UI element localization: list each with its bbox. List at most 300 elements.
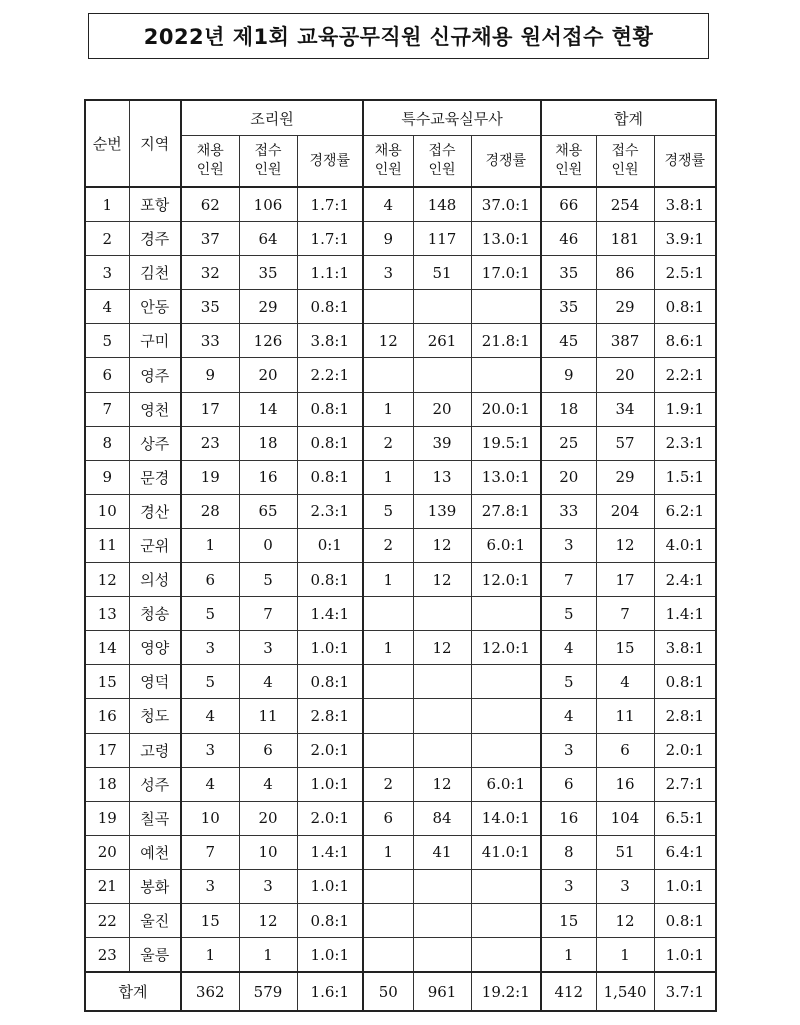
table-cell: 6.0:1 <box>471 528 541 562</box>
table-cell: 7 <box>596 597 654 631</box>
table-cell: 9 <box>181 358 239 392</box>
row-number: 23 <box>85 938 129 973</box>
table-cell: 17 <box>181 392 239 426</box>
table-cell: 19 <box>181 460 239 494</box>
table-cell: 13.0:1 <box>471 460 541 494</box>
row-number: 9 <box>85 460 129 494</box>
table-cell: 2.0:1 <box>654 733 716 767</box>
table-cell: 5 <box>363 494 413 528</box>
subheader-cell: 접수 인원 <box>596 136 654 188</box>
table-cell: 10 <box>181 801 239 835</box>
table-row <box>85 835 716 869</box>
subheader-cell: 채용 인원 <box>181 136 239 188</box>
table-cell <box>413 869 471 903</box>
table-cell: 4 <box>181 699 239 733</box>
table-row <box>85 903 716 937</box>
total-label: 합계 <box>85 972 181 1011</box>
table-cell <box>413 699 471 733</box>
table-cell: 3 <box>541 869 596 903</box>
table-cell: 17 <box>596 563 654 597</box>
region-name: 영주 <box>129 358 181 392</box>
table-cell: 20.0:1 <box>471 392 541 426</box>
region-name: 고령 <box>129 733 181 767</box>
table-cell: 57 <box>596 426 654 460</box>
table-cell: 66 <box>541 187 596 222</box>
table-cell: 1.5:1 <box>654 460 716 494</box>
region-name: 칠곡 <box>129 801 181 835</box>
table-cell: 6 <box>239 733 297 767</box>
table-row <box>85 665 716 699</box>
table-cell: 2.0:1 <box>297 801 363 835</box>
region-name: 경주 <box>129 222 181 256</box>
table-row <box>85 528 716 562</box>
table-cell: 2.5:1 <box>654 256 716 290</box>
table-cell: 1.4:1 <box>297 597 363 631</box>
table-cell: 0.8:1 <box>297 426 363 460</box>
table-cell: 34 <box>596 392 654 426</box>
table-cell: 3.8:1 <box>654 187 716 222</box>
table-cell: 254 <box>596 187 654 222</box>
table-cell: 14 <box>239 392 297 426</box>
table-cell: 1.4:1 <box>297 835 363 869</box>
total-row <box>85 972 716 1011</box>
table-cell: 16 <box>596 767 654 801</box>
total-cell: 412 <box>541 972 596 1011</box>
table-row <box>85 699 716 733</box>
title-box <box>88 13 709 59</box>
table-cell: 2 <box>363 767 413 801</box>
table-cell: 261 <box>413 324 471 358</box>
table-cell: 2 <box>363 528 413 562</box>
table-cell: 104 <box>596 801 654 835</box>
table-cell: 387 <box>596 324 654 358</box>
table-cell: 4 <box>363 187 413 222</box>
page-title: 2022년 제1회 교육공무직원 신규채용 원서접수 현황 <box>143 25 654 49</box>
table-cell: 3 <box>239 869 297 903</box>
table-cell: 2.4:1 <box>654 563 716 597</box>
subheader-cell: 채용 인원 <box>541 136 596 188</box>
region-name: 예천 <box>129 835 181 869</box>
table-cell: 4 <box>541 631 596 665</box>
table-cell: 0.8:1 <box>654 290 716 324</box>
region-name: 안동 <box>129 290 181 324</box>
table-cell: 126 <box>239 324 297 358</box>
region-name: 문경 <box>129 460 181 494</box>
region-name: 울릉 <box>129 938 181 973</box>
table-row <box>85 290 716 324</box>
table-cell: 2.0:1 <box>297 733 363 767</box>
table-cell: 1.0:1 <box>297 767 363 801</box>
table-cell: 16 <box>239 460 297 494</box>
table-cell: 6 <box>541 767 596 801</box>
row-number: 10 <box>85 494 129 528</box>
table-cell: 18 <box>541 392 596 426</box>
total-cell: 1.6:1 <box>297 972 363 1011</box>
row-number: 14 <box>85 631 129 665</box>
table-row <box>85 563 716 597</box>
table-cell: 0.8:1 <box>654 665 716 699</box>
region-name: 구미 <box>129 324 181 358</box>
table-cell: 17.0:1 <box>471 256 541 290</box>
table-cell: 1 <box>239 938 297 973</box>
table-cell: 4 <box>239 767 297 801</box>
table-cell: 25 <box>541 426 596 460</box>
table-cell: 2.8:1 <box>297 699 363 733</box>
table-cell: 37 <box>181 222 239 256</box>
table-cell: 1.0:1 <box>297 869 363 903</box>
table-cell <box>413 938 471 973</box>
table-cell: 3.9:1 <box>654 222 716 256</box>
row-number: 19 <box>85 801 129 835</box>
table-cell: 7 <box>181 835 239 869</box>
table-cell <box>471 733 541 767</box>
table-cell: 6 <box>363 801 413 835</box>
table-cell: 1.0:1 <box>297 938 363 973</box>
table-cell: 12.0:1 <box>471 631 541 665</box>
table-row <box>85 187 716 222</box>
header-group-cook: 조리원 <box>181 100 363 136</box>
table-row <box>85 460 716 494</box>
region-name: 포항 <box>129 187 181 222</box>
table-cell <box>363 699 413 733</box>
table-cell: 1.0:1 <box>654 938 716 973</box>
table-cell <box>413 733 471 767</box>
total-cell: 1,540 <box>596 972 654 1011</box>
table-cell: 86 <box>596 256 654 290</box>
table-cell: 51 <box>596 835 654 869</box>
table-cell: 12 <box>413 563 471 597</box>
table-cell: 11 <box>596 699 654 733</box>
table-cell <box>471 938 541 973</box>
header-region: 지역 <box>129 100 181 187</box>
table-cell: 7 <box>239 597 297 631</box>
table-cell: 20 <box>541 460 596 494</box>
table-cell: 15 <box>181 903 239 937</box>
table-cell: 6.2:1 <box>654 494 716 528</box>
table-cell <box>471 665 541 699</box>
table-cell: 106 <box>239 187 297 222</box>
subheader-cell: 경쟁률 <box>654 136 716 188</box>
row-number: 16 <box>85 699 129 733</box>
table-cell <box>363 290 413 324</box>
table-cell: 4 <box>181 767 239 801</box>
row-number: 18 <box>85 767 129 801</box>
table-row <box>85 938 716 973</box>
subheader-cell: 접수 인원 <box>413 136 471 188</box>
table-cell: 10 <box>239 835 297 869</box>
table-row <box>85 426 716 460</box>
table-cell: 64 <box>239 222 297 256</box>
table-cell: 3.8:1 <box>654 631 716 665</box>
table-cell: 20 <box>239 358 297 392</box>
table-row <box>85 767 716 801</box>
row-number: 3 <box>85 256 129 290</box>
table-cell: 0.8:1 <box>297 392 363 426</box>
table-cell <box>471 358 541 392</box>
region-name: 청송 <box>129 597 181 631</box>
table-cell: 2.7:1 <box>654 767 716 801</box>
row-number: 20 <box>85 835 129 869</box>
table-cell: 46 <box>541 222 596 256</box>
table-cell: 2.2:1 <box>297 358 363 392</box>
table-cell: 15 <box>541 903 596 937</box>
table-cell: 1 <box>363 392 413 426</box>
table-cell: 20 <box>239 801 297 835</box>
row-number: 5 <box>85 324 129 358</box>
table-cell: 5 <box>181 665 239 699</box>
table-cell: 16 <box>541 801 596 835</box>
table-cell: 41 <box>413 835 471 869</box>
table-cell <box>413 665 471 699</box>
table-cell: 35 <box>541 290 596 324</box>
table-cell: 1.0:1 <box>654 869 716 903</box>
table-cell: 11 <box>239 699 297 733</box>
table-cell: 13.0:1 <box>471 222 541 256</box>
table-cell <box>363 665 413 699</box>
total-cell: 579 <box>239 972 297 1011</box>
table-cell: 33 <box>541 494 596 528</box>
table-cell <box>471 597 541 631</box>
table-row <box>85 801 716 835</box>
table-cell: 14.0:1 <box>471 801 541 835</box>
region-name: 영덕 <box>129 665 181 699</box>
table-row <box>85 358 716 392</box>
table-cell: 1 <box>363 835 413 869</box>
table-cell: 1 <box>363 563 413 597</box>
table-cell: 21.8:1 <box>471 324 541 358</box>
table-cell: 3 <box>541 528 596 562</box>
region-name: 의성 <box>129 563 181 597</box>
row-number: 22 <box>85 903 129 937</box>
table-cell: 4 <box>596 665 654 699</box>
table-cell: 3.8:1 <box>297 324 363 358</box>
table-cell: 6.4:1 <box>654 835 716 869</box>
table-cell: 20 <box>596 358 654 392</box>
total-cell: 3.7:1 <box>654 972 716 1011</box>
table-cell: 0.8:1 <box>297 563 363 597</box>
table-cell: 1.4:1 <box>654 597 716 631</box>
table-cell: 12.0:1 <box>471 563 541 597</box>
subheader-cell: 경쟁률 <box>297 136 363 188</box>
table-cell <box>363 358 413 392</box>
table-cell: 4 <box>541 699 596 733</box>
table-cell: 0:1 <box>297 528 363 562</box>
table-cell <box>471 290 541 324</box>
table-cell <box>363 903 413 937</box>
row-number: 8 <box>85 426 129 460</box>
region-name: 경산 <box>129 494 181 528</box>
table-cell: 18 <box>239 426 297 460</box>
table-cell: 9 <box>363 222 413 256</box>
table-cell: 204 <box>596 494 654 528</box>
table-cell: 41.0:1 <box>471 835 541 869</box>
table-cell: 1.9:1 <box>654 392 716 426</box>
table-cell <box>363 597 413 631</box>
table-cell: 5 <box>239 563 297 597</box>
subheader-cell: 채용 인원 <box>363 136 413 188</box>
subheader-cell: 경쟁률 <box>471 136 541 188</box>
table-cell: 1 <box>181 938 239 973</box>
table-row <box>85 631 716 665</box>
table-cell: 5 <box>181 597 239 631</box>
table-cell: 1.7:1 <box>297 187 363 222</box>
recruitment-table <box>84 99 717 1012</box>
table-cell: 33 <box>181 324 239 358</box>
table-cell: 12 <box>596 528 654 562</box>
table-cell: 148 <box>413 187 471 222</box>
table-cell: 5 <box>541 665 596 699</box>
table-cell: 37.0:1 <box>471 187 541 222</box>
row-number: 6 <box>85 358 129 392</box>
table-cell: 12 <box>239 903 297 937</box>
table-cell: 5 <box>541 597 596 631</box>
table-cell: 2.2:1 <box>654 358 716 392</box>
table-cell: 65 <box>239 494 297 528</box>
row-number: 2 <box>85 222 129 256</box>
table-cell: 6 <box>181 563 239 597</box>
region-name: 청도 <box>129 699 181 733</box>
table-cell: 2.3:1 <box>297 494 363 528</box>
table-cell: 6.5:1 <box>654 801 716 835</box>
table-cell: 1.1:1 <box>297 256 363 290</box>
table-row <box>85 597 716 631</box>
table-cell: 8 <box>541 835 596 869</box>
table-row <box>85 256 716 290</box>
table-cell: 0.8:1 <box>297 903 363 937</box>
table-cell <box>471 869 541 903</box>
table-cell: 1.7:1 <box>297 222 363 256</box>
table-cell: 117 <box>413 222 471 256</box>
table-cell: 1 <box>596 938 654 973</box>
table-cell: 51 <box>413 256 471 290</box>
table-cell: 9 <box>541 358 596 392</box>
table-cell: 84 <box>413 801 471 835</box>
table-cell: 7 <box>541 563 596 597</box>
table-cell: 4.0:1 <box>654 528 716 562</box>
table-cell: 12 <box>413 631 471 665</box>
table-cell: 45 <box>541 324 596 358</box>
table-cell <box>413 597 471 631</box>
total-cell: 19.2:1 <box>471 972 541 1011</box>
table-cell: 2.8:1 <box>654 699 716 733</box>
table-cell: 29 <box>596 290 654 324</box>
region-name: 영천 <box>129 392 181 426</box>
table-cell: 1 <box>541 938 596 973</box>
table-cell: 3 <box>363 256 413 290</box>
row-number: 1 <box>85 187 129 222</box>
row-number: 15 <box>85 665 129 699</box>
region-name: 울진 <box>129 903 181 937</box>
header-group-special-ed: 특수교육실무사 <box>363 100 541 136</box>
table-cell: 4 <box>239 665 297 699</box>
table-cell: 29 <box>239 290 297 324</box>
table-cell: 13 <box>413 460 471 494</box>
table-cell: 19.5:1 <box>471 426 541 460</box>
subheader-cell: 접수 인원 <box>239 136 297 188</box>
region-name: 성주 <box>129 767 181 801</box>
table-cell: 1.0:1 <box>297 631 363 665</box>
table-cell: 35 <box>541 256 596 290</box>
table-cell <box>413 290 471 324</box>
table-cell: 3 <box>239 631 297 665</box>
table-cell: 3 <box>541 733 596 767</box>
table-row <box>85 869 716 903</box>
table-cell: 28 <box>181 494 239 528</box>
table-cell: 1 <box>363 460 413 494</box>
table-cell: 0 <box>239 528 297 562</box>
table-cell: 12 <box>596 903 654 937</box>
table-cell: 8.6:1 <box>654 324 716 358</box>
row-number: 21 <box>85 869 129 903</box>
table-cell <box>413 358 471 392</box>
table-cell: 35 <box>239 256 297 290</box>
region-name: 봉화 <box>129 869 181 903</box>
table-cell: 0.8:1 <box>297 665 363 699</box>
table-cell: 12 <box>413 528 471 562</box>
table-cell: 3 <box>181 869 239 903</box>
table-cell: 39 <box>413 426 471 460</box>
table-cell: 1 <box>181 528 239 562</box>
row-number: 11 <box>85 528 129 562</box>
table-cell: 3 <box>181 733 239 767</box>
table-cell <box>363 733 413 767</box>
table-cell: 6.0:1 <box>471 767 541 801</box>
table-cell <box>471 699 541 733</box>
row-number: 4 <box>85 290 129 324</box>
row-number: 13 <box>85 597 129 631</box>
table-cell: 139 <box>413 494 471 528</box>
table-row <box>85 324 716 358</box>
total-cell: 961 <box>413 972 471 1011</box>
table-cell: 1 <box>363 631 413 665</box>
header-no: 순번 <box>85 100 129 187</box>
table-cell: 6 <box>596 733 654 767</box>
table-cell: 2 <box>363 426 413 460</box>
table-cell: 15 <box>596 631 654 665</box>
table-cell: 29 <box>596 460 654 494</box>
table-cell: 62 <box>181 187 239 222</box>
table-cell: 3 <box>596 869 654 903</box>
table-row <box>85 392 716 426</box>
table-cell: 12 <box>363 324 413 358</box>
table-cell <box>413 903 471 937</box>
table-cell: 23 <box>181 426 239 460</box>
table-cell: 32 <box>181 256 239 290</box>
table-row <box>85 222 716 256</box>
region-name: 군위 <box>129 528 181 562</box>
total-cell: 50 <box>363 972 413 1011</box>
table-cell <box>471 903 541 937</box>
table-cell: 35 <box>181 290 239 324</box>
table-cell: 2.3:1 <box>654 426 716 460</box>
table-cell: 181 <box>596 222 654 256</box>
table-row <box>85 733 716 767</box>
header-group-total: 합계 <box>541 100 716 136</box>
table-cell: 0.8:1 <box>654 903 716 937</box>
region-name: 영양 <box>129 631 181 665</box>
row-number: 7 <box>85 392 129 426</box>
row-number: 17 <box>85 733 129 767</box>
table-cell: 27.8:1 <box>471 494 541 528</box>
table-body <box>85 187 716 972</box>
region-name: 김천 <box>129 256 181 290</box>
table-cell: 12 <box>413 767 471 801</box>
table-cell: 3 <box>181 631 239 665</box>
region-name: 상주 <box>129 426 181 460</box>
table-row <box>85 494 716 528</box>
row-number: 12 <box>85 563 129 597</box>
table-cell: 0.8:1 <box>297 290 363 324</box>
